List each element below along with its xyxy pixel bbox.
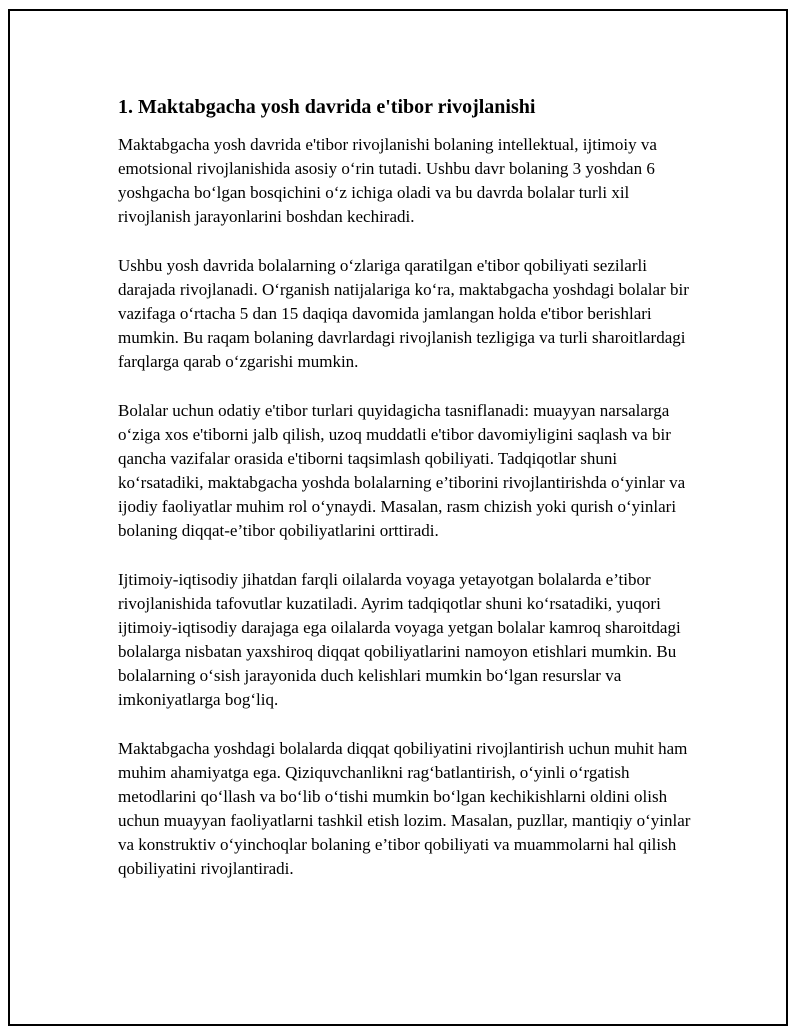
paragraph-1: Maktabgacha yosh davrida e'tibor rivojlanishi bolaning intellektual, ijtimoiy va emotsional rivojlanishida asosiy o‘rin tutadi. Ushbu davr bolaning 3 yoshdan 6 yoshgacha bo‘lgan bosqichini o‘z ichiga oladi va bu davrda bolalar turli xil rivojlanish jarayonlarini boshdan kechiradi.	[118, 135, 657, 226]
paragraph-3: Bolalar uchun odatiy e'tibor turlari quyidagicha tasniflanadi: muayyan narsalarga o‘ziga xos e'tiborni jalb qilish, uzoq muddatli e'tibor davomiyligini saqlash va bir qancha vazifalar orasida e'tiborni taqsimlash qobiliyati. Tadqiqotlar shuni ko‘rsatadiki, maktabgacha yoshda bolalarning e’tiborini rivojlantirishda o‘yinlar va ijodiy faoliyatlar muhim rol o‘ynaydi. Masalan, rasm chizish yoki qurish o‘yinlari bolaning diqqat-e’tibor qobiliyatlarini orttiradi.	[118, 401, 686, 540]
paragraph-2: Ushbu yosh davrida bolalarning o‘zlariga qaratilgan e'tibor qobiliyati sezilarli darajada rivojlanadi. O‘rganish natijalariga ko‘ra, maktabgacha yoshdagi bolalar bir vazifaga o‘rtacha 5 dan 15 daqiqa davomida jamlangan holda e'tibor berishlari mumkin. Bu raqam bolaning davrlardagi rivojlanish tezligiga va turli sharoitlardagi farqlarga qarab o‘zgarishi mumkin.	[118, 256, 689, 371]
section-heading: 1. Maktabgacha yosh davrida e'tibor rivojlanishi	[118, 96, 536, 118]
paragraph-4: Ijtimoiy-iqtisodiy jihatdan farqli oilalarda voyaga yetayotgan bolalarda e’tibor rivojlanishida tafovutlar kuzatiladi. Ayrim tadqiqotlar shuni ko‘rsatadiki, yuqori ijtimoiy-iqtisodiy darajaga ega oilalarda voyaga yetgan bolalar kamroq sharoitdagi bolalarga nisbatan yaxshiroq diqqat qobiliyatlarini namoyon etishlari mumkin. Bu bolalarning o‘sish jarayonida duch kelishlari mumkin bo‘lgan resurslar va imkoniyatlarga bog‘liq.	[118, 570, 681, 709]
paragraph-5: Maktabgacha yoshdagi bolalarda diqqat qobiliyatini rivojlantirish uchun muhit ham muhim ahamiyatga ega. Qiziquvchanlikni rag‘batlantirish, o‘yinli o‘rgatish metodlarini qo‘llash va bo‘lib o‘tishi mumkin bo‘lgan kechikishlarni oldini olish uchun muayyan faoliyatlarni tashkil etish lozim. Masalan, puzllar, mantiqiy o‘yinlar va konstruktiv o‘yinchoqlar bolaning e’tibor qobiliyati va muammolarni hal qilish qobiliyatini rivojlantiradi.	[118, 739, 691, 878]
document-body	[118, 94, 693, 906]
